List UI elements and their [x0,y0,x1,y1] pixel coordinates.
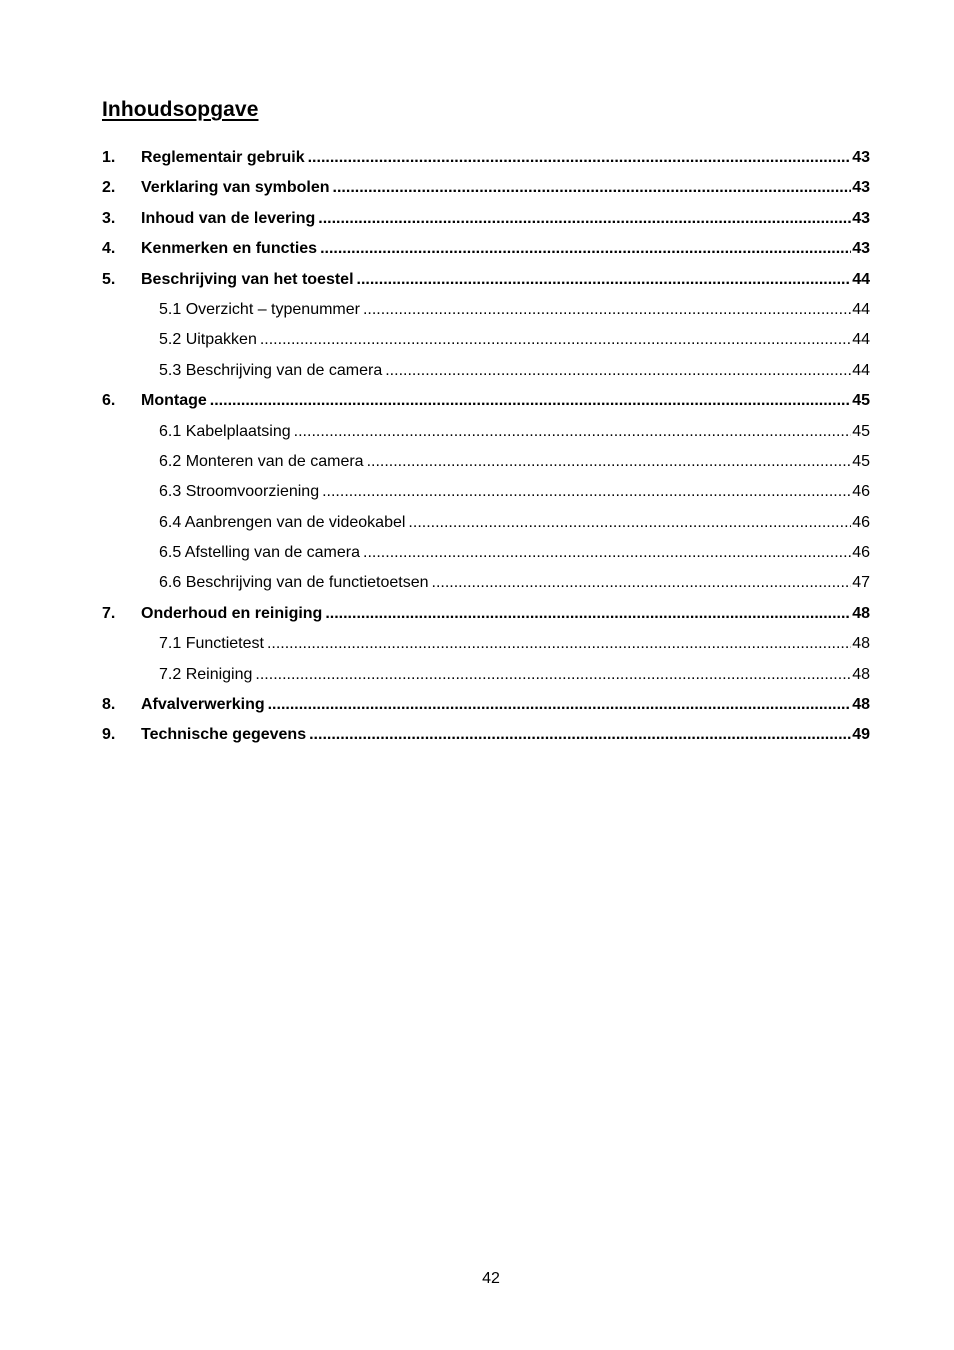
toc-entry-title: Verklaring van symbolen [141,179,330,197]
toc-entry-number: 6. [102,392,116,410]
toc-dot-leader [309,720,851,750]
toc-dot-leader [363,295,851,325]
toc-entry[interactable] [102,295,870,325]
toc-dot-leader [325,599,851,629]
toc-entry-number: 7. [102,604,116,622]
page-number: 42 [482,1270,500,1287]
toc-entry-page: 45 [852,392,870,410]
toc-entry-title: 6.5 Afstelling van de camera [159,544,361,562]
toc-entry[interactable] [102,660,870,690]
toc-entry-page: 45 [852,422,870,440]
toc-entry-number: 1. [102,149,116,166]
toc-entry-title: 5.3 Beschrijving van de camera [159,361,383,379]
toc-entry-page: 47 [852,574,870,592]
toc-entry[interactable] [102,356,870,386]
toc-entry-number: 5. [102,270,116,288]
toc-dot-leader [408,508,851,538]
toc-entry-title: 6.6 Beschrijving van de functietoetsen [159,574,429,592]
toc-entry-page: 44 [852,331,870,349]
toc-entry[interactable] [102,417,870,447]
toc-dot-leader [385,356,851,386]
toc-dot-leader [432,568,852,598]
toc-entry-title: Afvalverwerking [141,696,265,714]
toc-entry-page: 46 [852,544,870,562]
toc-dot-leader [333,173,852,203]
toc-entry-title: Beschrijving van het toestel [141,270,354,288]
toc-entry-title: 6.3 Stroomvoorziening [159,483,320,501]
toc-entry-title: 6.2 Monteren van de camera [159,452,364,470]
toc-entry-page: 44 [852,300,870,318]
toc-entry[interactable] [102,325,870,355]
toc-entry-title: Inhoud van de levering [141,209,316,227]
toc-entry-number: 3. [102,209,116,227]
toc-entry-page: 44 [852,361,870,379]
toc-entry[interactable] [102,447,870,477]
toc-entry[interactable] [102,508,870,538]
toc-entry-page: 43 [852,209,870,227]
toc-entry[interactable] [102,143,870,173]
toc-entry-title: 5.2 Uitpakken [159,331,257,349]
toc-entry-title: 5.1 Overzicht – typenummer [159,300,360,318]
toc-dot-leader [318,204,851,234]
toc-entry-number: 4. [102,240,116,258]
toc-dot-leader [268,690,852,720]
toc-dot-leader [210,386,851,416]
toc-entry[interactable] [102,568,870,598]
toc-entry[interactable] [102,629,870,659]
toc-entry-title: Reglementair gebruik [141,149,305,166]
toc-entry-page: 48 [852,604,870,622]
toc-entry[interactable] [102,204,870,234]
toc-entry[interactable] [102,720,870,750]
page-title: Inhoudsopgave [102,98,259,121]
toc-entry-title: Onderhoud en reiniging [141,604,323,622]
toc-entry-page: 44 [852,270,870,288]
toc-dot-leader [320,234,851,264]
toc-entry-page: 49 [852,726,870,744]
toc-entry-page: 43 [852,149,870,166]
toc-entry[interactable] [102,234,870,264]
toc-entry-title: Technische gegevens [141,726,307,744]
toc-dot-leader [267,629,851,659]
toc-entry-title: 7.2 Reiniging [159,665,253,683]
toc-entry-title: 7.1 Functietest [159,635,264,653]
toc-entry[interactable] [102,173,870,203]
toc-entry[interactable] [102,690,870,720]
toc-entry-page: 43 [852,179,870,197]
toc-dot-leader [322,477,851,507]
toc-dot-leader [367,447,852,477]
toc-entry-page: 46 [852,483,870,501]
toc-entry-page: 45 [852,452,870,470]
toc-entry-number: 2. [102,179,116,197]
toc-entry-number: 9. [102,726,116,744]
toc-entry-title: 6.1 Kabelplaatsing [159,422,291,440]
toc-entry-page: 43 [852,240,870,258]
toc-dot-leader [357,265,852,295]
toc-dot-leader [363,538,851,568]
toc-entry-page: 48 [852,635,870,653]
toc-entry-number: 8. [102,696,116,714]
toc-entry-page: 48 [852,696,870,714]
toc-entry[interactable] [102,538,870,568]
toc-entry-page: 46 [852,513,870,531]
toc-entry[interactable] [102,477,870,507]
toc-dot-leader [308,143,852,173]
toc-entry-title: Kenmerken en functies [141,240,318,258]
toc-entry[interactable] [102,265,870,295]
toc-dot-leader [260,325,851,355]
toc-entry[interactable] [102,599,870,629]
toc-entry-title: 6.4 Aanbrengen van de videokabel [159,513,406,531]
toc-dot-leader [255,660,851,690]
toc-entry-page: 48 [852,665,870,683]
toc-entry-title: Montage [141,392,207,410]
toc-entry[interactable] [102,386,870,416]
table-of-contents [102,143,870,751]
toc-dot-leader [294,417,852,447]
